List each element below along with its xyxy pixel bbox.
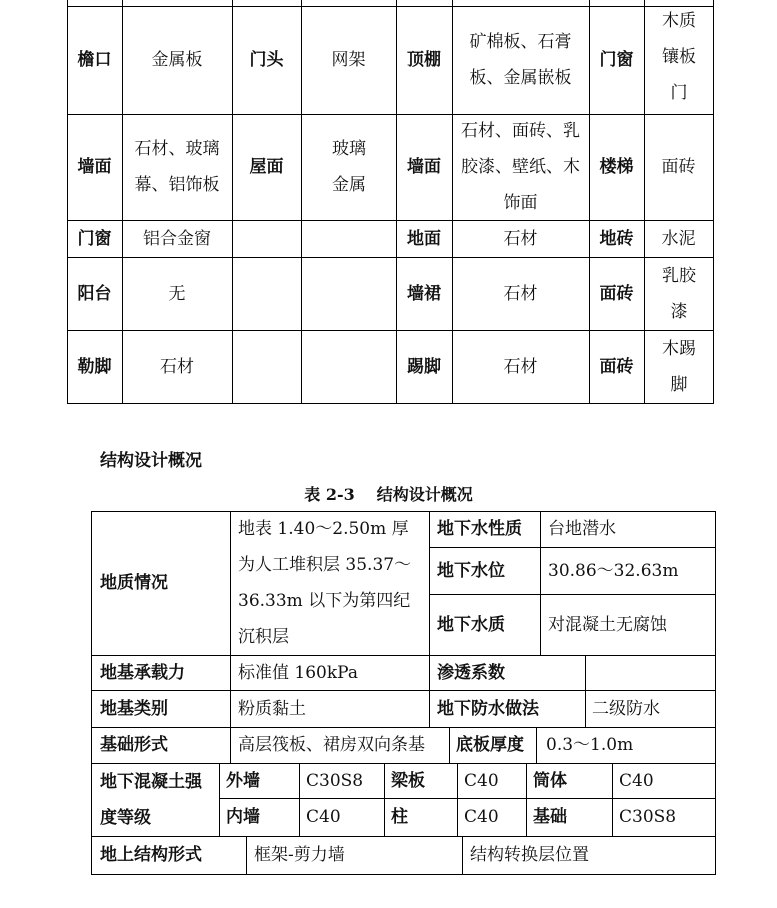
foundation-form-label: 基础形式 xyxy=(100,735,168,755)
concrete-grade-label: 地下混凝土强度等级 xyxy=(100,771,202,828)
foundation-concrete-value: C30S8 xyxy=(619,807,677,827)
t1-value-skirting: 石材 xyxy=(503,356,538,377)
t1-value-roof: 玻璃金属 xyxy=(332,139,366,195)
t1-value-plinth: 石材 xyxy=(160,356,194,377)
t1-label-skirting: 踢脚 xyxy=(407,356,441,377)
t1-label-wall-exterior: 墙面 xyxy=(77,157,112,177)
t1-value-floor: 石材 xyxy=(503,228,538,249)
permeability-label: 渗透系数 xyxy=(437,662,505,683)
groundwater-quality-label: 地下水质 xyxy=(437,614,505,635)
inner-wall-value: C40 xyxy=(306,807,341,827)
bearing-capacity-label: 地基承载力 xyxy=(100,662,185,683)
superstructure-value: 框架-剪力墙 xyxy=(254,845,345,865)
beam-slab-label: 梁板 xyxy=(391,770,425,791)
slab-thickness-label: 底板厚度 xyxy=(456,735,524,755)
table-caption xyxy=(0,482,777,505)
t1-value-wall-exterior: 石材、玻璃幕、铝饰板 xyxy=(134,139,220,195)
t1-label-roof: 屋面 xyxy=(249,157,284,177)
t1-label-dado: 墙裙 xyxy=(407,283,441,304)
subgrade-type-value: 粉质黏土 xyxy=(238,698,306,719)
t1-value-floor-tile: 水泥 xyxy=(661,228,696,249)
t1-label-windows: 门窗 xyxy=(77,228,112,249)
t1-value-skirting-tile: 木踢脚 xyxy=(662,338,696,395)
column-label: 柱 xyxy=(391,807,408,827)
caption-title: 结构设计概况 xyxy=(376,485,473,504)
t1-label-doors: 门窗 xyxy=(599,50,634,70)
core-tube-value: C40 xyxy=(619,770,654,791)
t1-label-eaves: 檐口 xyxy=(77,50,112,70)
slab-thickness-value: 0.3～1.0m xyxy=(546,735,634,755)
t1-value-dado-tile: 乳胶漆 xyxy=(662,265,696,322)
t1-value-balcony: 无 xyxy=(168,283,186,304)
t1-value-eaves: 金属板 xyxy=(151,50,203,70)
transfer-floor-label: 结构转换层位置 xyxy=(470,845,589,865)
groundwater-level-label: 地下水位 xyxy=(437,560,505,581)
t1-label-balcony: 阳台 xyxy=(77,283,112,304)
t1-label-plinth: 勒脚 xyxy=(77,356,112,377)
column-value: C40 xyxy=(464,807,499,827)
section-title: 结构设计概况 xyxy=(100,451,202,471)
core-tube-label: 筒体 xyxy=(533,770,567,791)
t1-label-skirting-tile: 面砖 xyxy=(599,356,634,377)
foundation-concrete-label: 基础 xyxy=(533,807,567,827)
t1-value-ceiling: 矿棉板、石膏板、金属嵌板 xyxy=(469,32,572,88)
waterproofing-label: 地下防水做法 xyxy=(437,698,539,719)
foundation-form-value: 高层筏板、裙房双向条基 xyxy=(238,735,425,755)
t1-label-entrance: 门头 xyxy=(249,50,284,70)
outer-wall-value: C30S8 xyxy=(306,770,364,791)
t1-label-ceiling: 顶棚 xyxy=(407,50,441,70)
t1-label-dado-tile: 面砖 xyxy=(599,283,634,304)
t1-label-wall-interior: 墙面 xyxy=(407,157,441,177)
inner-wall-label: 内墙 xyxy=(226,807,260,827)
t1-value-wall-interior: 石材、面砖、乳胶漆、壁纸、木饰面 xyxy=(461,121,580,213)
geology-label: 地质情况 xyxy=(100,573,168,593)
waterproofing-value: 二级防水 xyxy=(592,698,660,719)
t1-label-floor-tile: 地砖 xyxy=(599,228,634,249)
beam-slab-value: C40 xyxy=(464,770,499,791)
groundwater-level-value: 30.86～32.63m xyxy=(548,560,679,581)
t1-value-entrance: 网架 xyxy=(331,50,366,70)
subgrade-type-label: 地基类别 xyxy=(100,698,168,719)
outer-wall-label: 外墙 xyxy=(226,770,260,791)
caption-number: 表 2-3 xyxy=(304,485,355,504)
t1-value-windows: 铝合金窗 xyxy=(143,228,211,249)
geology-value: 地表 1.40～2.50m 厚为人工堆积层 35.37～36.33m 以下为第四纪沉积层 xyxy=(238,519,412,647)
groundwater-quality-value: 对混凝土无腐蚀 xyxy=(548,614,667,635)
t1-value-dado: 石材 xyxy=(503,283,538,304)
t1-value-doors: 木质镶板门 xyxy=(662,11,696,103)
groundwater-nature-label: 地下水性质 xyxy=(437,519,522,539)
superstructure-label: 地上结构形式 xyxy=(100,845,202,865)
t1-label-stairs: 楼梯 xyxy=(599,157,634,177)
t1-value-stairs: 面砖 xyxy=(661,157,696,177)
permeability-value xyxy=(592,655,712,690)
groundwater-nature-value: 台地潜水 xyxy=(548,519,616,539)
bearing-capacity-value: 标准值 160kPa xyxy=(238,662,358,683)
t1-label-floor: 地面 xyxy=(407,228,441,249)
